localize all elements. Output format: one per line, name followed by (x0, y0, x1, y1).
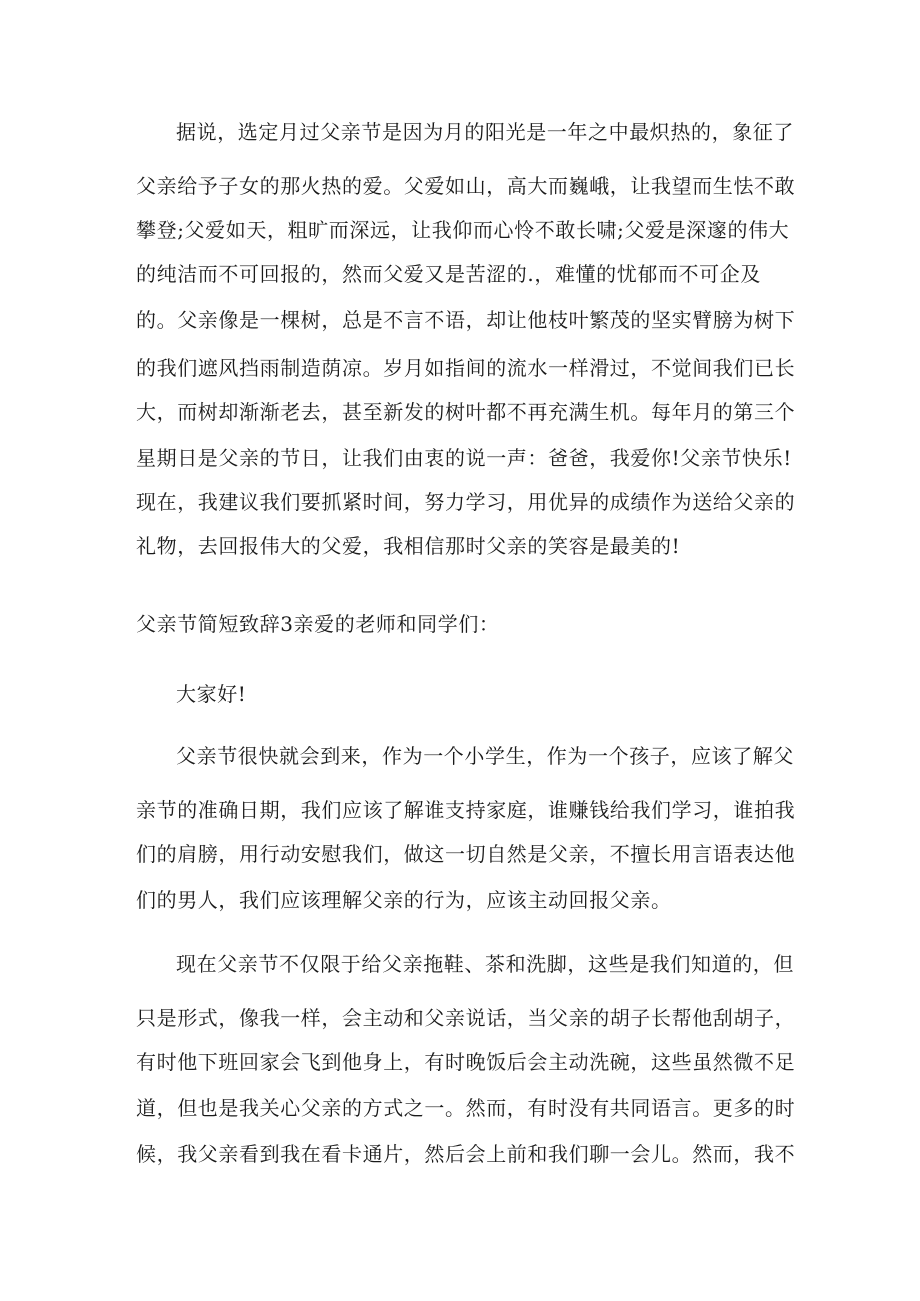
text-line-19: 有时他下班回家会飞到他身上，有时晚饭后会主动洗碗，这些虽然微不足 (136, 1050, 796, 1074)
text-line-3: 攀登;父爱如天，粗旷而深远，让我仰而心怜不敢长啸;父爱是深邃的伟大 (136, 218, 790, 242)
text-line-6: 的我们遮风挡雨制造荫凉。岁月如指间的流水一样滑过，不觉间我们已长 (136, 356, 796, 380)
text-line-2: 父亲给予子女的那火热的爱。父爱如山，高大而巍峨，让我望而生怯不敢 (136, 174, 796, 198)
text-line-5: 的。父亲像是一棵树，总是不言不语，却让他枝叶繁茂的坚实臂膀为树下 (136, 308, 796, 332)
text-line-15: 们的肩膀，用行动安慰我们，做这一切自然是父亲，不擅长用言语表达他 (136, 842, 796, 866)
text-line-14: 亲节的准确日期，我们应该了解谁支持家庭，谁赚钱给我们学习，谁拍我 (136, 798, 796, 822)
section-heading: 父亲节简短致辞3亲爱的老师和同学们： (136, 612, 500, 636)
greeting-line: 大家好! (176, 682, 247, 706)
text-line-17: 现在父亲节不仅限于给父亲拖鞋、茶和洗脚，这些是我们知道的，但 (176, 952, 794, 976)
text-line-9: 现在，我建议我们要抓紧时间，努力学习，用优异的成绩作为送给父亲的 (136, 490, 796, 514)
text-line-18: 只是形式，像我一样，会主动和父亲说话，当父亲的胡子长帮他刮胡子， (136, 1006, 796, 1030)
text-line-4: 的纯洁而不可回报的，然而父爱又是苦涩的.，难懂的忧郁而不可企及 (136, 262, 761, 286)
text-line-16: 们的男人，我们应该理解父亲的行为，应该主动回报父亲。 (136, 888, 672, 912)
text-line-10: 礼物，去回报伟大的父爱，我相信那时父亲的笑容是最美的! (136, 534, 681, 558)
text-line-20: 道，但也是我关心父亲的方式之一。然而，有时没有共同语言。更多的时 (136, 1096, 796, 1120)
text-line-21: 候，我父亲看到我在看卡通片，然后会上前和我们聊一会儿。然而，我不 (136, 1142, 796, 1166)
text-line-7: 大，而树却渐渐老去，甚至新发的树叶都不再充满生机。每年月的第三个 (136, 400, 796, 424)
text-line-13: 父亲节很快就会到来，作为一个小学生，作为一个孩子，应该了解父 (176, 744, 794, 768)
text-line-8: 星期日是父亲的节日，让我们由衷的说一声：爸爸，我爱你!父亲节快乐! (136, 446, 792, 470)
text-line-1: 据说，选定月过父亲节是因为月的阳光是一年之中最炽热的，象征了 (176, 120, 794, 144)
